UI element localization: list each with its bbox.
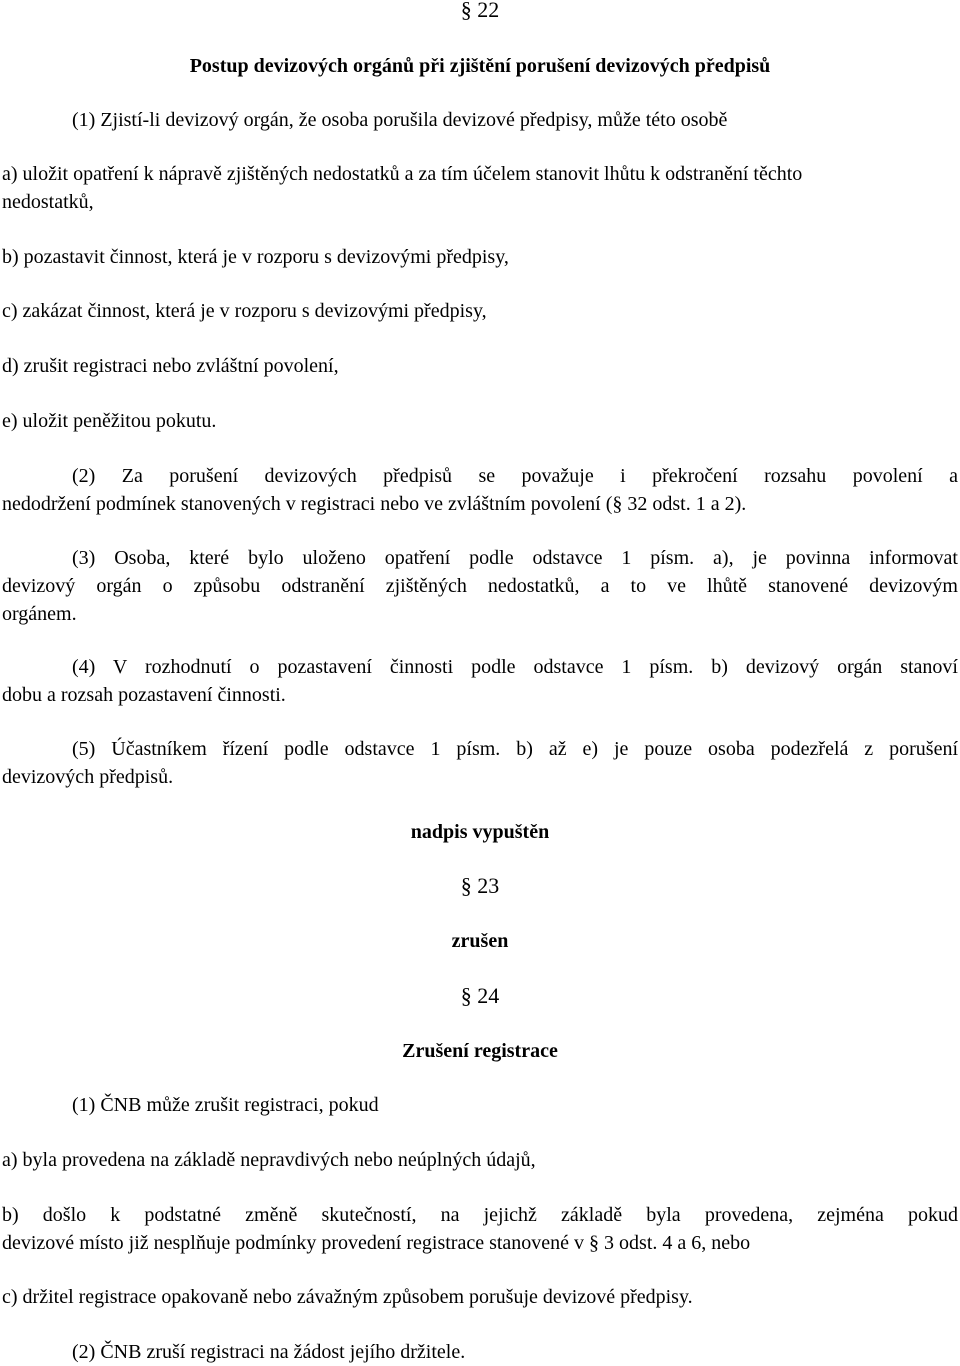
paragraph-line: (5) Účastníkem řízení podle odstavce 1 písm. b) až e) je pouze osoba podezřelá z porušení <box>72 738 958 760</box>
paragraph-intro: (1) Zjistí-li devizový orgán, že osoba porušila devizové předpisy, může této osobě <box>72 109 728 131</box>
paragraph-line: devizových předpisů. <box>2 766 174 788</box>
list-item: b) pozastavit činnost, která je v rozporu s devizovými předpisy, <box>2 246 509 268</box>
section-number: § 23 <box>460 873 500 898</box>
section-title: Postup devizových orgánů při zjištění porušení devizových předpisů <box>189 55 771 77</box>
list-item: c) držitel registrace opakovaně nebo závažným způsobem porušuje devizové předpisy. <box>2 1286 693 1308</box>
section-number: § 22 <box>460 0 500 22</box>
list-item: d) zrušit registraci nebo zvláštní povolení, <box>2 355 339 377</box>
list-item: devizové místo již nesplňuje podmínky provedení registrace stanovené v § 3 odst. 4 a 6, nebo <box>2 1232 751 1254</box>
paragraph-line: (3) Osoba, které bylo uloženo opatření podle odstavce 1 písm. a), je povinna informovat <box>72 547 958 569</box>
section-number: § 24 <box>460 983 500 1008</box>
list-item: a) uložit opatření k nápravě zjištěných nedostatků a za tím účelem stanovit lhůtu k odstranění těchto <box>2 163 803 185</box>
list-item: c) zakázat činnost, která je v rozporu s devizovými předpisy, <box>2 300 487 322</box>
list-item: b) došlo k podstatné změně skutečností, na jejichž základě byla provedena, zejména pokud <box>2 1204 958 1226</box>
paragraph-line: nedodržení podmínek stanovených v registraci nebo ve zvláštním povolení (§ 32 odst. 1 a 2). <box>2 493 747 515</box>
list-item: e) uložit peněžitou pokutu. <box>2 410 217 432</box>
paragraph-line: (2) Za porušení devizových předpisů se považuje i překročení rozsahu povolení a <box>72 465 958 487</box>
section-title: Zrušení registrace <box>402 1040 558 1062</box>
paragraph: (2) ČNB zruší registraci na žádost jejího držitele. <box>72 1341 466 1363</box>
repealed-status: zrušen <box>451 930 509 952</box>
paragraph-line: (4) V rozhodnutí o pozastavení činnosti podle odstavce 1 písm. b) devizový orgán stanoví <box>72 656 958 678</box>
paragraph-line: dobu a rozsah pozastavení činnosti. <box>2 684 286 706</box>
paragraph-intro: (1) ČNB může zrušit registraci, pokud <box>72 1094 379 1116</box>
omitted-heading: nadpis vypuštěn <box>410 821 550 843</box>
paragraph-line: orgánem. <box>2 603 77 625</box>
list-item: a) byla provedena na základě nepravdivých nebo neúplných údajů, <box>2 1149 536 1171</box>
paragraph-line: devizový orgán o způsobu odstranění zjištěných nedostatků, a to ve lhůtě stanovené devizovým <box>2 575 958 597</box>
list-item: nedostatků, <box>2 191 94 213</box>
